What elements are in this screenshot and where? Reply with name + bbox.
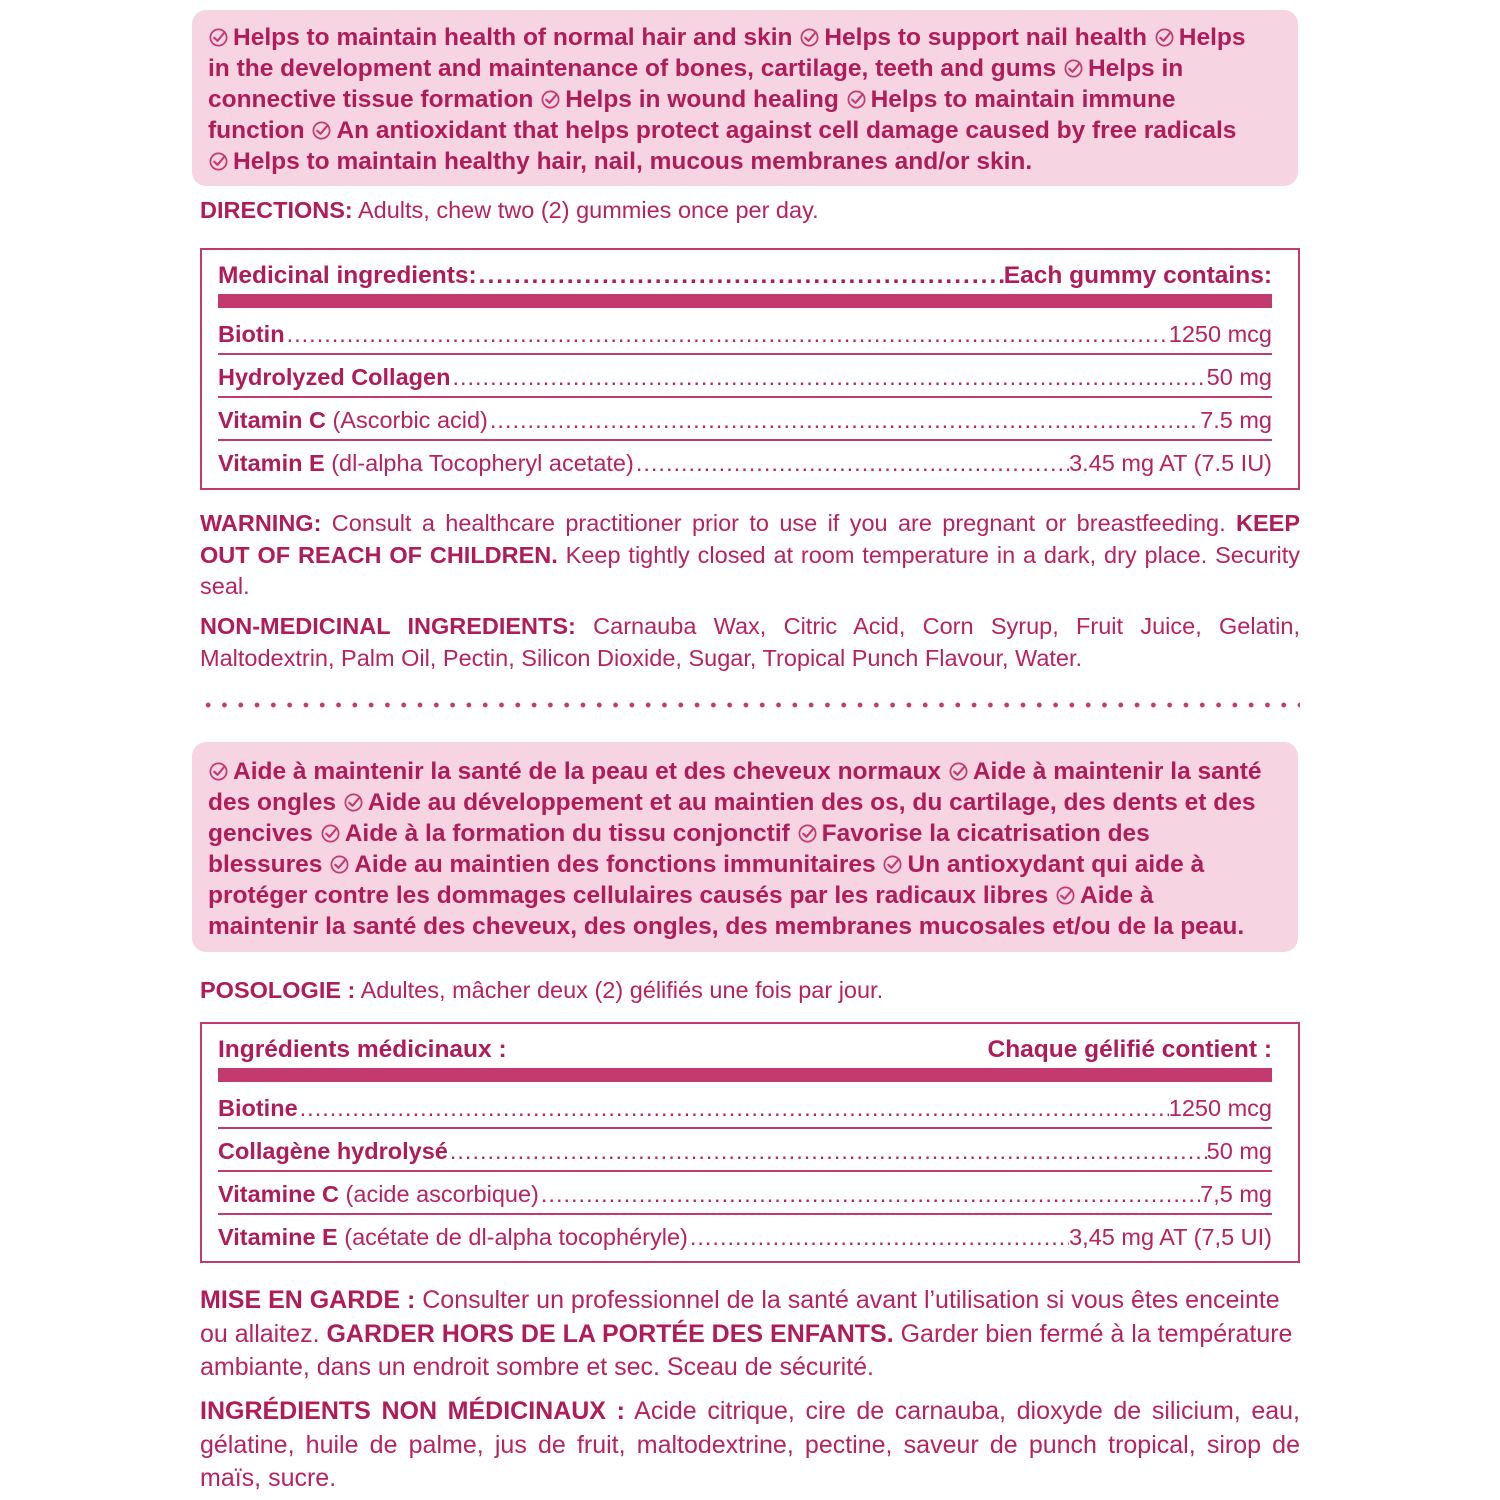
check-circle-icon: [208, 761, 229, 782]
table-row: Biotine ..... 1250 mcg: [218, 1086, 1272, 1129]
check-circle-icon: [320, 823, 341, 844]
table-row: Collagène hydrolysé ..... 50 mg: [218, 1129, 1272, 1172]
warning-fr: MISE EN GARDE : Consulter un professionnel de la santé avant l’utilisation si vous êtes enceinte ou allaitez. GARDER HORS DE LA PORTÉE DES ENFANTS. Garder bien fermé à la température ambiante, dans un endroit sombre et sec. Sceau de sécurité.: [200, 1286, 1293, 1381]
check-circle-icon: [882, 854, 903, 875]
dot-leader: [539, 1172, 1200, 1216]
claim-item: Helps to maintain healthy hair, nail, mucous membranes and/or skin.: [208, 148, 1032, 175]
check-circle-icon: [1063, 58, 1084, 79]
dot-leader: [477, 250, 1004, 302]
claim-item: Favorise la cicatrisation des blessures: [208, 820, 1150, 878]
non-medicinal-fr: INGRÉDIENTS NON MÉDICINAUX : Acide citrique, cire de carnauba, dioxyde de silicium, eau, gélatine, huile de palme, jus de fruit, maltodextrine, pectine, saveur de punch tropical, sirop de maïs, sucre.: [200, 1397, 1300, 1492]
claim-item: Helps in the development and maintenance of bones, cartilage, teeth and gums: [208, 24, 1246, 82]
warning-en: WARNING: Consult a healthcare practitioner prior to use if you are pregnant or breastfeeding. KEEP OUT OF REACH OF CHILDREN. Keep tightly closed at room temperature in a dark, dry place. Security seal.: [200, 510, 1300, 599]
check-circle-icon: [540, 89, 561, 110]
check-circle-icon: [948, 761, 969, 782]
dot-leader: [450, 355, 1206, 399]
claim-item: Aide à maintenir la santé des ongles: [208, 758, 1262, 816]
non-medicinal-en: NON-MEDICINAL INGREDIENTS: Carnauba Wax, Citric Acid, Corn Syrup, Fruit Juice, Gelatin, Maltodextrin, Palm Oil, Pectin, Silicon Dioxide, Sugar, Tropical Punch Flavour, Water.: [200, 613, 1300, 671]
claim-item: Helps to support nail health: [799, 24, 1153, 51]
directions-en: DIRECTIONS: Adults, chew two (2) gummies once per day.: [200, 197, 819, 223]
table-header: Ingrédients médicinaux : Chaque gélifié contient :: [218, 1036, 1272, 1063]
claim-item: Aide au maintien des fonctions immunitaires: [329, 851, 882, 878]
dot-leader: [285, 312, 1169, 356]
claim-item: Aide à la formation du tissu conjonctif: [320, 820, 797, 847]
table-row: Vitamin C (Ascorbic acid) ..... 7.5 mg: [218, 398, 1272, 441]
claim-item: Un antioxydant qui aide à protéger contre les dommages cellulaires causés par les radicaux libres: [208, 851, 1205, 909]
dot-leader: [448, 1129, 1207, 1173]
check-circle-icon: [799, 27, 820, 48]
claim-item: Aide au développement et au maintien des os, du cartilage, des dents et des gencives: [208, 789, 1256, 847]
check-circle-icon: [797, 823, 818, 844]
claim-item: Helps in wound healing: [540, 86, 845, 113]
check-circle-icon: [1154, 27, 1175, 48]
claims-box-fr: [192, 742, 1298, 952]
claim-item: An antioxidant that helps protect against cell damage caused by free radicals: [311, 117, 1236, 144]
ingredients-table-fr: [200, 1022, 1300, 1263]
dot-leader: [488, 398, 1200, 442]
claim-item: Aide à maintenir la santé des cheveux, des ongles, des membranes mucosales et/ou de la peau.: [208, 882, 1245, 940]
check-circle-icon: [343, 792, 364, 813]
ingredients-table-en: [200, 248, 1300, 490]
check-circle-icon: [329, 854, 350, 875]
claim-item: Helps to maintain health of normal hair and skin: [208, 24, 799, 51]
check-circle-icon: [208, 27, 229, 48]
claim-item: Aide à maintenir la santé de la peau et des cheveux normaux: [208, 758, 948, 785]
section-divider: [200, 702, 1300, 708]
claim-item: Helps in connective tissue formation: [208, 55, 1184, 113]
dot-leader: [298, 1086, 1169, 1130]
dot-leader: [688, 1215, 1069, 1259]
table-header: Medicinal ingredients: ..... Each gummy contains:: [218, 250, 1272, 294]
directions-fr: POSOLOGIE : Adultes, mâcher deux (2) gélifiés une fois par jour.: [200, 977, 884, 1003]
table-row: Vitamine C (acide ascorbique) ..... 7,5 mg: [218, 1172, 1272, 1215]
dot-leader: [634, 441, 1069, 485]
table-row: Hydrolyzed Collagen ..... 50 mg: [218, 355, 1272, 398]
table-row: Vitamin E (dl-alpha Tocopheryl acetate) ..... 3.45 mg AT (7.5 IU): [218, 441, 1272, 482]
check-circle-icon: [1055, 885, 1076, 906]
claim-item: Helps to maintain immune function: [208, 86, 1176, 144]
claims-box-en: [192, 10, 1298, 186]
check-circle-icon: [846, 89, 867, 110]
check-circle-icon: [208, 151, 229, 172]
check-circle-icon: [311, 120, 332, 141]
table-row: Vitamine E (acétate de dl-alpha tocophéryle) ..... 3,45 mg AT (7,5 UI): [218, 1215, 1272, 1256]
table-row: Biotin ..... 1250 mcg: [218, 312, 1272, 355]
